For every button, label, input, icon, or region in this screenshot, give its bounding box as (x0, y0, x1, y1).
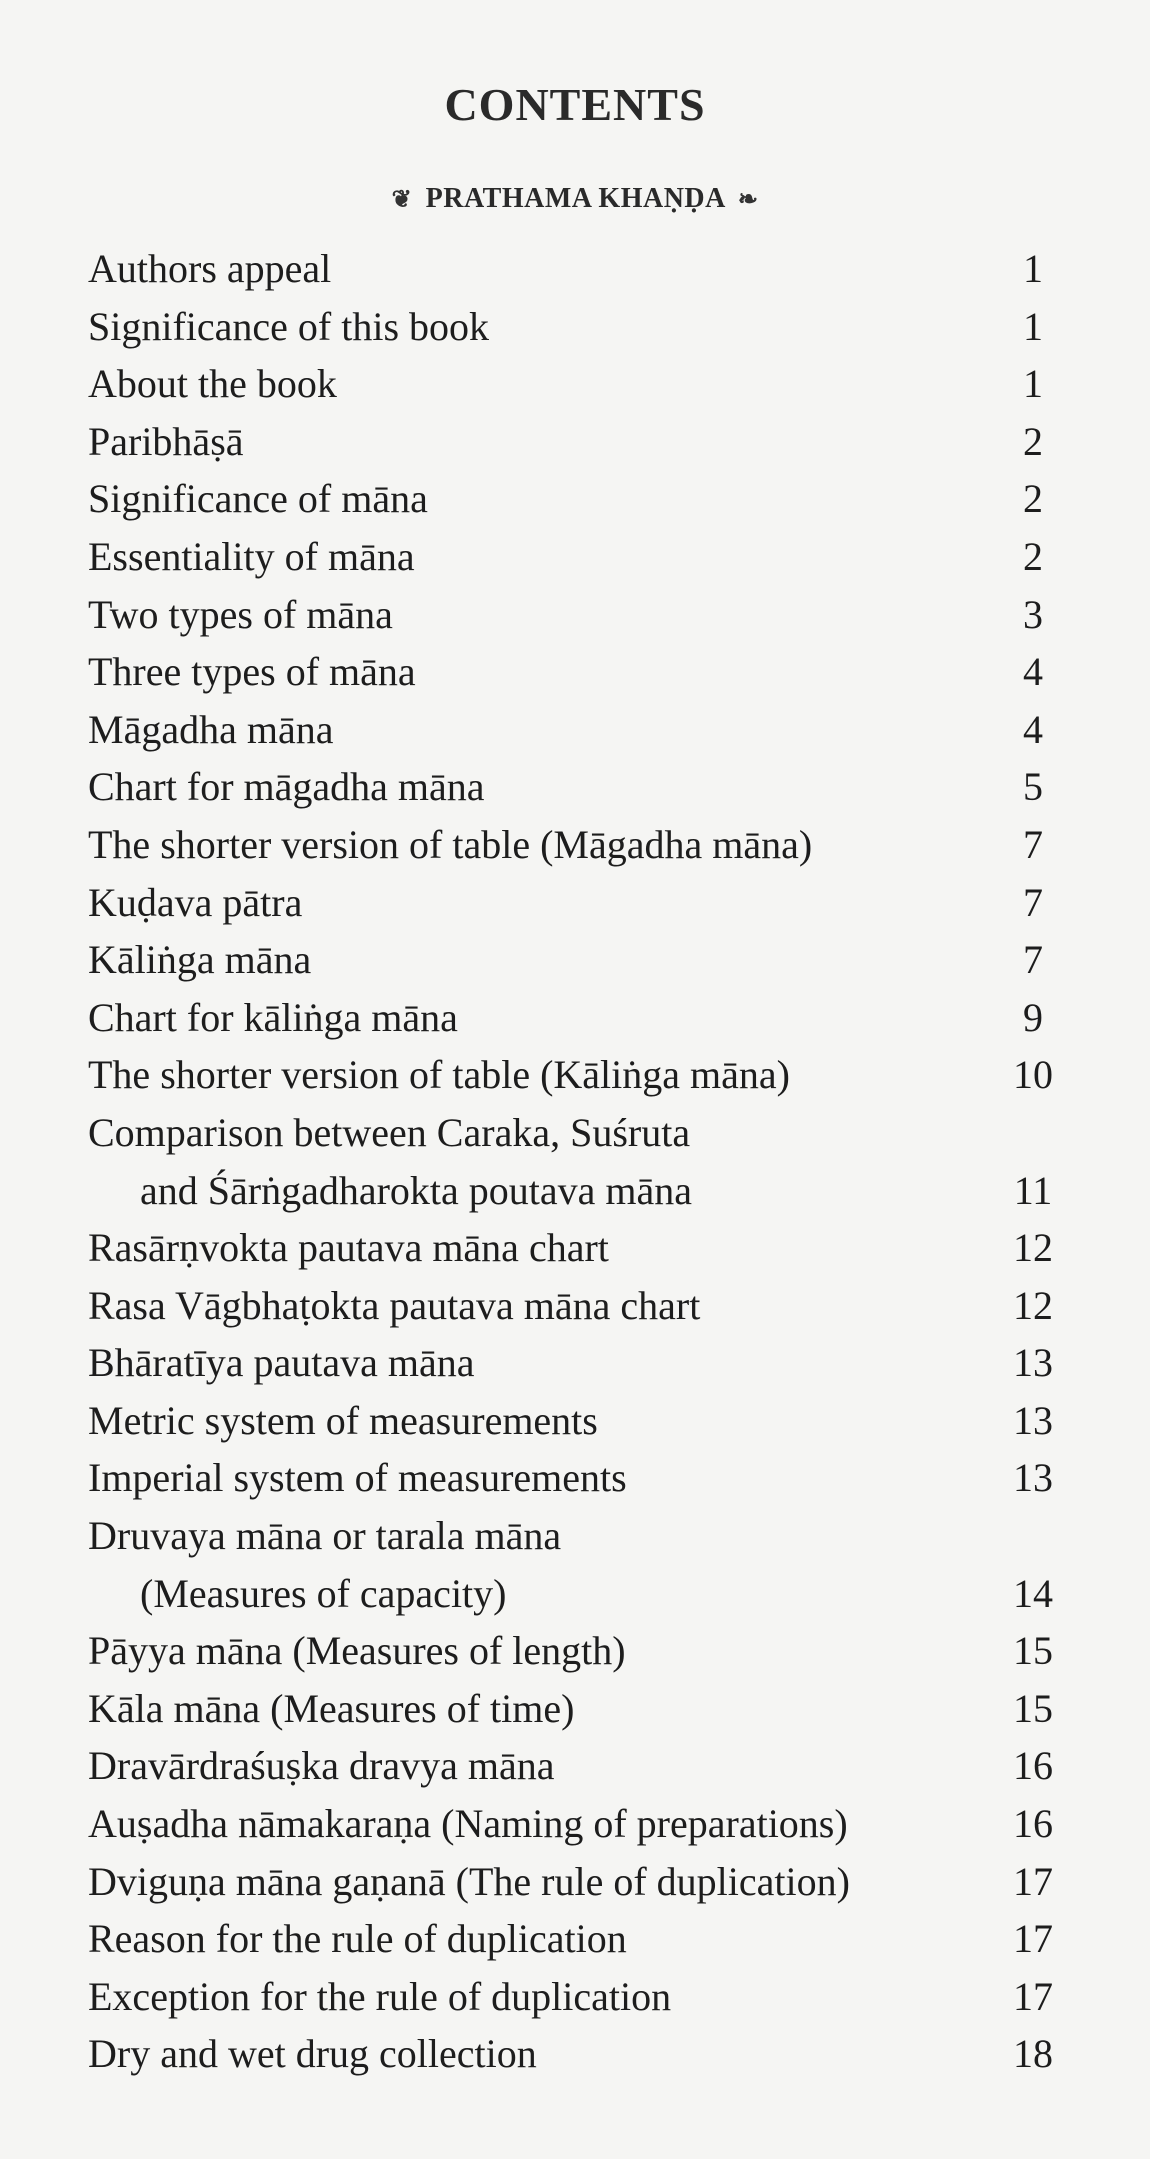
toc-entry-title: Significance of māna (88, 476, 428, 522)
toc-entry-title: Bhāratīya pautava māna (88, 1340, 475, 1386)
toc-entry-title: The shorter version of table (Māgadha māna) (88, 821, 813, 867)
toc-entry-title: Metric system of measurements (88, 1397, 598, 1443)
toc-entry (88, 1449, 1068, 1507)
toc-entry (88, 1277, 1068, 1335)
toc-entry-title: Rasa Vāgbhaṭokta pautava māna chart (88, 1282, 701, 1328)
toc-entry (88, 1795, 1068, 1853)
toc-entry-page-number: 2 (1023, 533, 1043, 579)
toc-entry-title: Kāliṅga māna (88, 937, 312, 983)
toc-entry-title: Three types of māna (88, 649, 416, 695)
toc-entry-title: The shorter version of table (Kāliṅga māna) (88, 1052, 790, 1098)
toc-entry-label (88, 1334, 474, 1392)
toc-entry (88, 355, 1068, 413)
toc-entry (88, 586, 1068, 644)
toc-entry-label (88, 1795, 848, 1853)
toc-entry-page-number: 13 (1013, 1340, 1053, 1386)
ornament-left-icon: ❦ (391, 187, 413, 213)
toc-entry (88, 874, 1068, 932)
toc-entry-title-continued: and Śārṅgadharokta poutava māna (140, 1167, 693, 1213)
toc-entry-title: Reason for the rule of duplication (88, 1916, 627, 1962)
toc-entry-title: Exception for the rule of duplication (88, 1973, 672, 2019)
toc-entry-page-number: 7 (1023, 879, 1043, 925)
toc-entry-page-number: 11 (1013, 1167, 1053, 1213)
toc-entry-title: About the book (88, 361, 337, 407)
toc-entry-page-number: 1 (1023, 303, 1043, 349)
toc-entry-label (88, 931, 311, 989)
toc-entry-label (88, 1680, 574, 1738)
toc-entry-label (88, 758, 485, 816)
toc-entry-title: Dry and wet drug collection (88, 2031, 537, 2077)
toc-entry (88, 989, 1068, 1047)
toc-entry (88, 470, 1068, 528)
toc-entry-title: Māgadha māna (88, 706, 334, 752)
toc-entry-title: Rasārṇvokta pautava māna chart (88, 1225, 609, 1271)
toc-entry (88, 701, 1068, 759)
toc-entry-title: Authors appeal (88, 246, 332, 291)
toc-entry-page-number: 15 (1013, 1628, 1053, 1674)
table-of-contents (88, 240, 1068, 2083)
toc-entry-page-number: 17 (1013, 1916, 1053, 1962)
toc-entry-page-number: 2 (1023, 476, 1043, 522)
toc-entry-label (88, 1968, 671, 2026)
toc-entry-page-number: 7 (1023, 821, 1043, 867)
toc-entry-label (88, 1046, 790, 1104)
toc-entry (88, 758, 1068, 816)
toc-entry-title: Significance of this book (88, 303, 490, 349)
toc-entry (88, 1853, 1068, 1911)
toc-entry-page-number: 16 (1013, 1743, 1053, 1789)
toc-entry-page-number: 2 (1023, 418, 1043, 464)
toc-entry-page-number: 13 (1013, 1397, 1053, 1443)
toc-entry-label (88, 1449, 627, 1507)
toc-entry-page-number: 1 (1023, 246, 1043, 291)
section-label: PRATHAMA KHAṆḌA (425, 183, 725, 214)
toc-entry-title: Essentiality of māna (88, 533, 415, 579)
section-heading (0, 183, 1150, 215)
toc-entry-page-number: 17 (1013, 1973, 1053, 2019)
toc-entry-label (88, 298, 489, 356)
toc-entry (88, 1507, 1068, 1622)
toc-entry-title: Imperial system of measurements (88, 1455, 627, 1501)
toc-entry (88, 643, 1068, 701)
toc-entry-label (88, 413, 244, 471)
toc-entry (88, 1737, 1068, 1795)
toc-entry-label (88, 1910, 627, 1968)
toc-entry (88, 1392, 1068, 1450)
toc-entry-title: Chart for māgadha māna (88, 764, 485, 810)
toc-entry-label (88, 643, 416, 701)
toc-entry-label (88, 528, 415, 586)
toc-entry-label (88, 355, 337, 413)
toc-entry-page-number: 12 (1013, 1225, 1053, 1271)
toc-entry-page-number: 13 (1013, 1455, 1053, 1501)
toc-entry-page-number: 12 (1013, 1282, 1053, 1328)
toc-entry-label (88, 1219, 609, 1277)
toc-entry-label (88, 1392, 598, 1450)
toc-entry-label (88, 1853, 850, 1911)
toc-entry-page-number: 4 (1023, 706, 1043, 752)
toc-entry-page-number: 4 (1023, 649, 1043, 695)
toc-entry-label (88, 1737, 554, 1795)
ornament-right-icon: ❧ (737, 187, 759, 213)
toc-entry-label (88, 816, 812, 874)
toc-entry-label (88, 586, 393, 644)
toc-entry-title-continued: (Measures of capacity) (140, 1570, 507, 1616)
toc-entry (88, 1910, 1068, 1968)
toc-entry (88, 528, 1068, 586)
toc-entry (88, 931, 1068, 989)
toc-entry-title: Paribhāṣā (88, 418, 244, 464)
toc-entry (88, 1046, 1068, 1104)
toc-entry-label (88, 701, 333, 759)
toc-entry-label (88, 240, 331, 298)
toc-entry-page-number: 7 (1023, 937, 1043, 983)
toc-entry-label (88, 874, 302, 932)
toc-entry-page-number: 17 (1013, 1858, 1053, 1904)
toc-entry (88, 1680, 1068, 1738)
toc-entry (88, 1104, 1068, 1219)
toc-entry (88, 1219, 1068, 1277)
toc-entry-label (88, 1507, 561, 1622)
toc-entry (88, 1968, 1068, 2026)
page-title: CONTENTS (444, 79, 706, 130)
toc-entry-title: Kuḍava pātra (88, 879, 303, 925)
toc-entry (88, 413, 1068, 471)
toc-entry-page-number: 16 (1013, 1801, 1053, 1847)
toc-entry-page-number: 14 (1013, 1570, 1053, 1616)
toc-entry-page-number: 9 (1023, 994, 1043, 1040)
toc-entry (88, 2025, 1068, 2083)
toc-entry-title: Druvaya māna or tarala māna (88, 1513, 562, 1559)
toc-entry-label (88, 1622, 626, 1680)
toc-entry-title: Two types of māna (88, 591, 393, 637)
toc-entry-label (88, 1104, 692, 1219)
toc-entry (88, 1334, 1068, 1392)
toc-entry-label (88, 989, 458, 1047)
toc-entry-title: Pāyya māna (Measures of length) (88, 1628, 626, 1674)
toc-entry-title: Auṣadha nāmakaraṇa (Naming of preparations) (88, 1801, 848, 1847)
toc-entry-title: Kāla māna (Measures of time) (88, 1685, 575, 1731)
toc-entry (88, 240, 1068, 298)
toc-entry-page-number: 5 (1023, 764, 1043, 810)
toc-entry-title: Chart for kāliṅga māna (88, 994, 458, 1040)
toc-entry-label (88, 2025, 537, 2083)
toc-entry-label (88, 1277, 700, 1335)
toc-entry-page-number: 10 (1013, 1052, 1053, 1098)
toc-entry-title: Comparison between Caraka, Suśruta (88, 1109, 691, 1155)
toc-entry (88, 1622, 1068, 1680)
toc-entry-label (88, 470, 428, 528)
toc-entry (88, 816, 1068, 874)
toc-entry-page-number: 1 (1023, 361, 1043, 407)
toc-entry-page-number: 18 (1013, 2031, 1053, 2077)
toc-entry-page-number: 3 (1023, 591, 1043, 637)
toc-entry-title: Dviguṇa māna gaṇanā (The rule of duplication) (88, 1858, 850, 1904)
toc-entry (88, 298, 1068, 356)
toc-entry-title: Dravārdraśuṣka dravya māna (88, 1743, 555, 1789)
toc-entry-page-number: 15 (1013, 1685, 1053, 1731)
